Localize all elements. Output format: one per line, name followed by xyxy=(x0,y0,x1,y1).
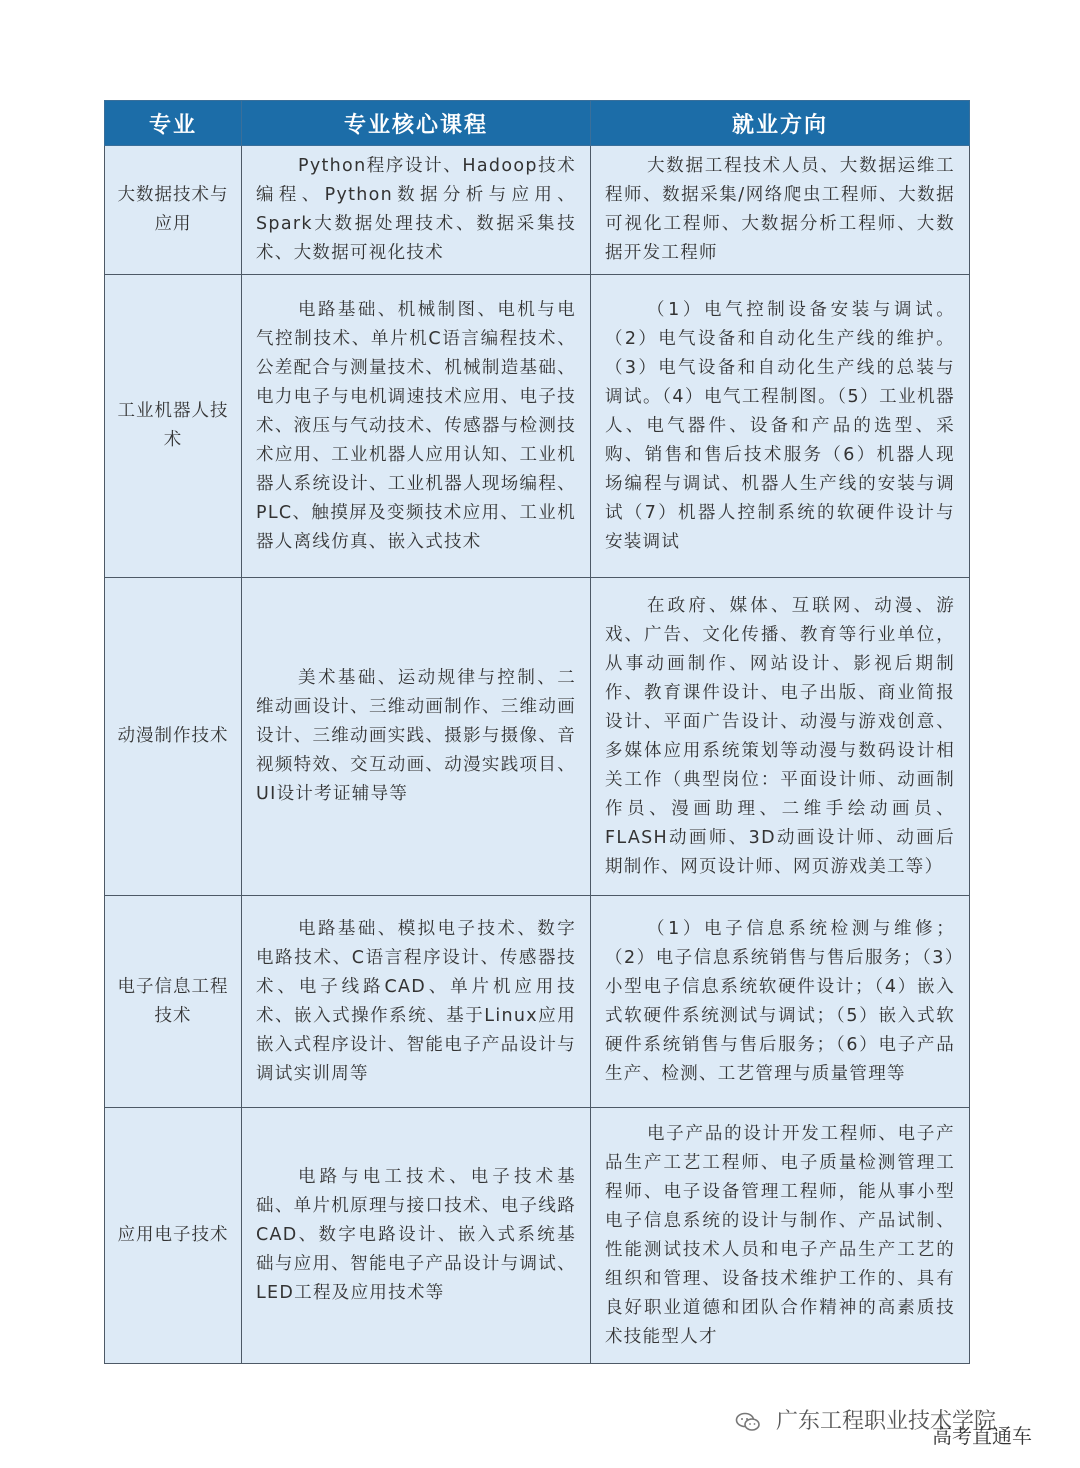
table-row xyxy=(105,146,970,275)
watermark-overlay-text: 高考直通车 xyxy=(932,1424,1032,1448)
courses-cell: Python程序设计、Hadoop技术编程、Python数据分析与应用、Spark大数据处理技术、数据采集技术、大数据可视化技术 xyxy=(242,146,591,275)
table-row xyxy=(105,896,970,1108)
table-row xyxy=(105,1108,970,1364)
wechat-icon xyxy=(735,1412,761,1432)
major-cell: 大数据技术与应用 xyxy=(105,146,242,275)
major-cell: 电子信息工程技术 xyxy=(105,896,242,1108)
courses-cell: 电路基础、机械制图、电机与电气控制技术、单片机C语言编程技术、公差配合与测量技术、机械制造基础、电力电子与电机调速技术应用、电子技术、液压与气动技术、传感器与检测技术应用、工业机器人应用认知、工业机器人系统设计、工业机器人现场编程、PLC、触摸屏及变频技术应用、工业机器人离线仿真、嵌入式技术 xyxy=(242,275,591,578)
major-cell: 应用电子技术 xyxy=(105,1108,242,1364)
careers-cell: （1）电子信息系统检测与维修；（2）电子信息系统销售与售后服务；（3）小型电子信息系统软硬件设计；（4）嵌入式软硬件系统测试与调试；（5）嵌入式软硬件系统销售与售后服务；（6）电子产品生产、检测、工艺管理与质量管理等 xyxy=(591,896,970,1108)
header-core-courses: 专业核心课程 xyxy=(242,101,591,146)
watermark-account-name: 广东工程职业技术学院 xyxy=(776,1409,997,1434)
header-major: 专业 xyxy=(105,101,242,146)
table-header-row xyxy=(105,101,970,146)
careers-cell: 在政府、媒体、互联网、动漫、游戏、广告、文化传播、教育等行业单位，从事动画制作、网站设计、影视后期制作、教育课件设计、电子出版、商业简报设计、平面广告设计、动漫与游戏创意、多媒体应用系统策划等动漫与数码设计相关工作（典型岗位：平面设计师、动画制作员、漫画助理、二维手绘动画员、FLASH动画师、3D动画设计师、动画后期制作、网页设计师、网页游戏美工等） xyxy=(591,578,970,896)
careers-cell: 大数据工程技术人员、大数据运维工程师、数据采集/网络爬虫工程师、大数据可视化工程师、大数据分析工程师、大数据开发工程师 xyxy=(591,146,970,275)
courses-cell: 美术基础、运动规律与控制、二维动画设计、三维动画制作、三维动画设计、三维动画实践、摄影与摄像、音视频特效、交互动画、动漫实践项目、UI设计考证辅导等 xyxy=(242,578,591,896)
careers-cell: （1）电气控制设备安装与调试。（2）电气设备和自动化生产线的维护。（3）电气设备和自动化生产线的总装与调试。（4）电气工程制图。（5）工业机器人、电气器件、设备和产品的选型、采购、销售和售后技术服务（6）机器人现场编程与调试、机器人生产线的安装与调试（7）机器人控制系统的软硬件设计与安装调试 xyxy=(591,275,970,578)
header-career-direction: 就业方向 xyxy=(591,101,970,146)
major-cell: 动漫制作技术 xyxy=(105,578,242,896)
table-row xyxy=(105,578,970,896)
table-row xyxy=(105,275,970,578)
courses-cell: 电路与电工技术、电子技术基础、单片机原理与接口技术、电子线路CAD、数字电路设计、嵌入式系统基础与应用、智能电子产品设计与调试、LED工程及应用技术等 xyxy=(242,1108,591,1364)
majors-table xyxy=(104,100,970,1364)
major-cell: 工业机器人技术 xyxy=(105,275,242,578)
courses-cell: 电路基础、模拟电子技术、数字电路技术、C语言程序设计、传感器技术、电子线路CAD、单片机应用技术、嵌入式操作系统、基于Linux应用嵌入式程序设计、智能电子产品设计与调试实训周等 xyxy=(242,896,591,1108)
careers-cell: 电子产品的设计开发工程师、电子产品生产工艺工程师、电子质量检测管理工程师、电子设备管理工程师，能从事小型电子信息系统的设计与制作、产品试制、性能测试技术人员和电子产品生产工艺的组织和管理、设备技术维护工作的、具有良好职业道德和团队合作精神的高素质技术技能型人才 xyxy=(591,1108,970,1364)
